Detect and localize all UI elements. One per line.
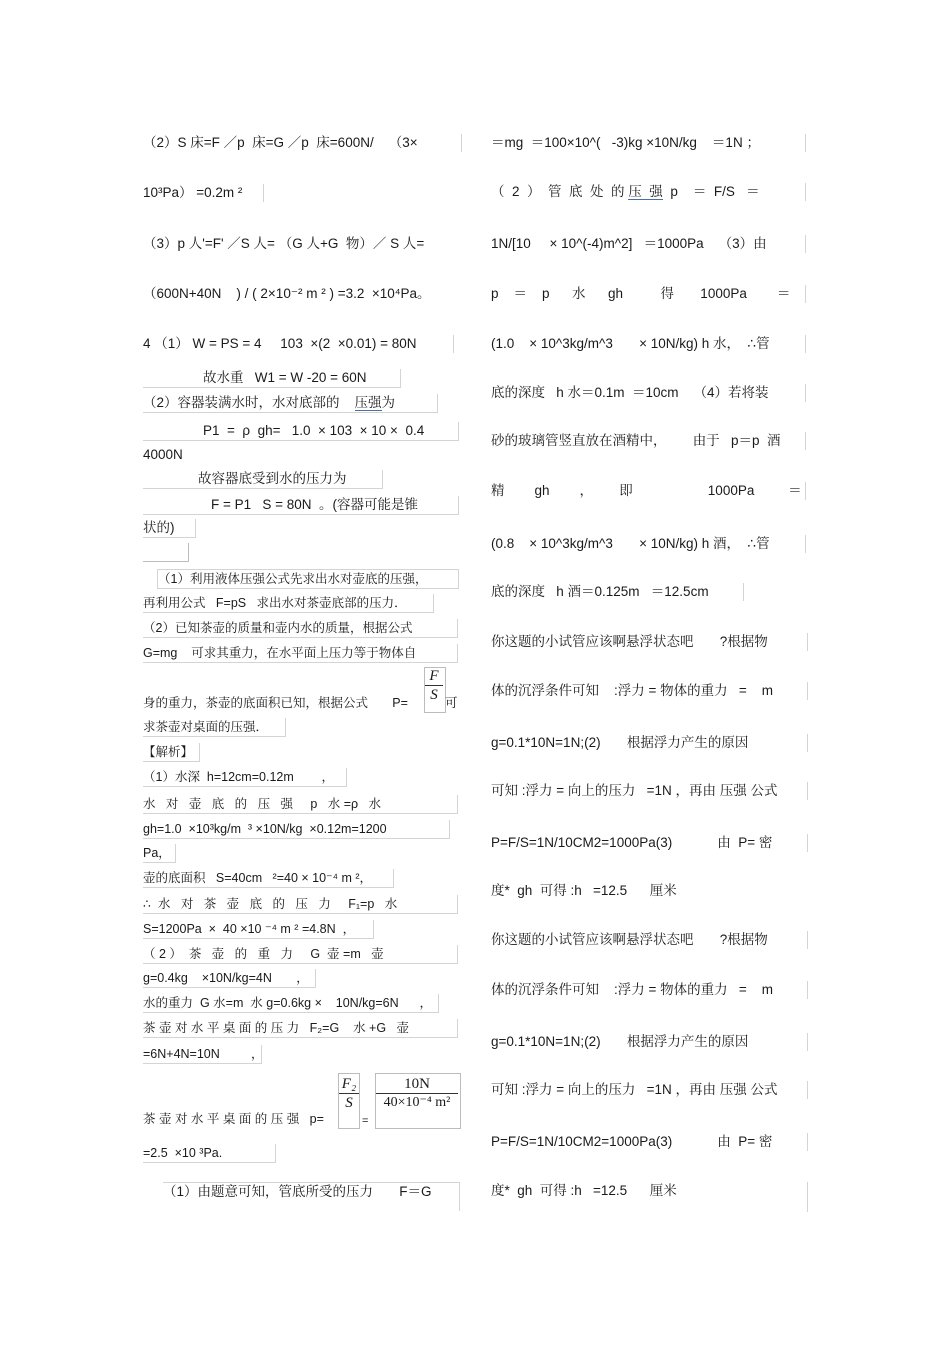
text-line: 【解析】	[143, 743, 200, 762]
text-line: 壶的底面积 S=40cm ²=40 × 10⁻⁴ m ²，	[143, 869, 394, 888]
text-line: 体的沉浮条件可知 :浮力 = 物体的重力 = m	[491, 682, 808, 700]
text-line: （ 2 ） 茶 壶 的 重 力 G 壶 =m 壶	[143, 945, 458, 964]
text-segment: p ＝ F/S ＝	[662, 184, 760, 199]
text-line: 4 （1） W = PS = 4 103 ×(2 ×0.01) = 80N	[143, 335, 454, 353]
text-line: 状的)	[143, 519, 196, 538]
text-line: =6N+4N=10N ，	[143, 1045, 262, 1064]
fraction-denominator: S	[430, 687, 438, 703]
highlighted-term: 压强	[354, 395, 382, 410]
text-line: （1）利用液体压强公式先求出水对壶底的压强，	[157, 569, 459, 589]
text-line: 故容器底受到水的压力为	[143, 470, 383, 489]
text-line: 茶 壶 对 水 平 桌 面 的 压 强 p=	[143, 1112, 324, 1126]
fraction-bar	[425, 685, 443, 686]
text-line: 4000N	[143, 447, 183, 462]
fraction-bar	[339, 1093, 359, 1094]
fraction-numerator: F₂	[341, 1076, 357, 1092]
text-line: 砂的玻璃管竖直放在酒精中， 由于 p＝p 酒	[491, 432, 806, 450]
text-line: 再利用公式 F=pS 求出水对茶壶底部的压力．	[143, 594, 434, 613]
text-line: P=F/S=1N/10CM2=1000Pa(3) 由 P= 密	[491, 1133, 808, 1151]
text-line: 茶 壶 对 水 平 桌 面 的 压 力 F₂=G 水 +G 壶	[143, 1019, 458, 1038]
text-line: 你这题的小试管应该啊悬浮状态吧 ?根据物	[491, 931, 808, 949]
fraction-formula	[425, 668, 443, 703]
text-line: ∴ 水 对 茶 壶 底 的 压 力 F₁=p 水	[143, 895, 458, 914]
empty-box	[143, 543, 189, 562]
fraction-numerator: F	[429, 668, 439, 684]
equals-sign: =	[362, 1115, 369, 1127]
text-line: 可知 :浮力 = 向上的压力 =1N ，再由 压强 公式	[491, 782, 808, 800]
text-line: （600N+40N ) / ( 2×10⁻² m ² ) =3.2 ×10⁴Pa。	[143, 286, 431, 301]
fraction-formula	[376, 1076, 458, 1111]
text-line: F = P1 S = 80N 。(容器可能是锥	[143, 496, 459, 515]
highlighted-term: 压 强	[628, 184, 663, 199]
fraction-bar	[376, 1093, 458, 1094]
text-line: 10³Pa） =0.2m ²	[143, 184, 264, 202]
text-line: 度* gh 可得 :h =12.5 厘米	[491, 883, 677, 898]
text-line: 身的重力，茶壶的底面积已知，根据公式 P=	[143, 696, 408, 710]
text-line: p ＝ p 水 gh 得 1000Pa ＝	[491, 285, 806, 303]
text-line: （2）S 床=F ／p 床=G ／p 床=600N/ （3×	[143, 134, 462, 152]
text-segment: （2）容器装满水时，水对底部的	[143, 395, 340, 410]
text-line: gh=1.0 ×10³kg/m ³ ×10N/kg ×0.12m=1200	[143, 820, 450, 839]
text-line	[491, 183, 806, 201]
text-line: 可	[445, 696, 458, 710]
text-line: g=0.4kg ×10N/kg=4N ，	[143, 969, 316, 988]
text-line: S=1200Pa × 40 ×10 ⁻⁴ m ² =4.8N ，	[143, 920, 374, 939]
fraction-denominator: 40×10⁻⁴ m²	[383, 1095, 451, 1110]
text-line: （1）由题意可知，管底所受的压力 F＝G	[163, 1182, 460, 1211]
text-line: （1）水深 h=12cm=0.12m ，	[143, 768, 347, 787]
text-line: 底的深度 h 水＝0.1m ＝10cm （4）若将装	[491, 384, 806, 402]
text-line: (1.0 × 10^3kg/m^3 × 10N/kg) h 水， ∴管	[491, 335, 806, 353]
text-line: ＝mg ＝100×10^( -3)kg ×10N/kg ＝1N ；	[491, 134, 806, 152]
fraction-denominator: S	[345, 1095, 353, 1111]
fraction-numerator: 10N	[404, 1076, 430, 1092]
text-line: 底的深度 h 酒＝0.125m ＝12.5cm	[491, 583, 744, 601]
text-line: P=F/S=1N/10CM2=1000Pa(3) 由 P= 密	[491, 834, 808, 852]
text-line: 你这题的小试管应该啊悬浮状态吧 ?根据物	[491, 633, 808, 651]
text-line: 度* gh 可得 :h =12.5 厘米	[491, 1182, 808, 1212]
text-line: (0.8 × 10^3kg/m^3 × 10N/kg) h 酒， ∴管	[491, 535, 806, 553]
text-line: 体的沉浮条件可知 :浮力 = 物体的重力 = m	[491, 981, 808, 999]
text-line: 水 对 壶 底 的 压 强 p 水 =ρ 水	[143, 795, 458, 814]
text-line: 水的重力 G 水=m 水 g=0.6kg × 10N/kg=6N ，	[143, 994, 439, 1013]
text-line: G=mg 可求其重力，在水平面上压力等于物体自	[143, 644, 458, 663]
text-segment: （ 2 ） 管 底 处 的	[491, 184, 625, 199]
text-line: 求茶壶对桌面的压强．	[143, 718, 286, 737]
text-line: 精 gh ， 即 1000Pa ＝	[491, 482, 806, 500]
text-line: （2）已知茶壶的质量和壶内水的质量，根据公式	[143, 619, 458, 638]
text-line: 故水重 W1 = W -20 = 60N	[143, 369, 401, 388]
text-line: 1N/[10 × 10^(-4)m^2] ＝1000Pa （3）由	[491, 235, 806, 253]
fraction-formula	[339, 1076, 359, 1111]
text-line: Pa，	[143, 844, 176, 863]
text-line: P1 = ρ gh= 1.0 × 103 × 10 × 0.4	[143, 422, 459, 441]
text-line: 可知 :浮力 = 向上的压力 =1N ，再由 压强 公式	[491, 1081, 808, 1099]
text-line: =2.5 ×10 ³Pa.	[143, 1144, 276, 1163]
text-line: g=0.1*10N=1N;(2) 根据浮力产生的原因	[491, 1033, 808, 1051]
text-line: g=0.1*10N=1N;(2) 根据浮力产生的原因	[491, 734, 808, 752]
text-line: （3）p 人'=F' ／S 人= （G 人+G 物）／ S 人=	[143, 236, 425, 251]
text-line	[143, 394, 438, 413]
text-segment: 为	[381, 395, 396, 410]
